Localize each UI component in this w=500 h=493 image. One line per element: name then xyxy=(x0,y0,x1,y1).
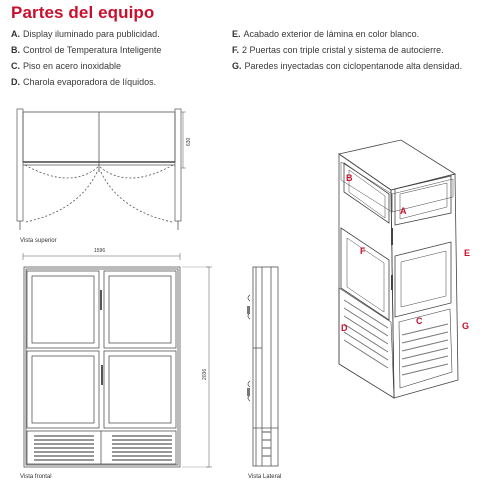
label-a: A xyxy=(400,206,407,216)
part-text: 2 Puertas con triple cristal y sistema de autocierre. xyxy=(242,45,444,55)
part-text: Display iluminado para publicidad. xyxy=(23,29,160,39)
height-dimension-label: 2036 xyxy=(202,368,208,380)
label-g: G xyxy=(462,321,470,331)
part-key: E. xyxy=(232,29,241,39)
part-text: Control de Temperatura Inteligente xyxy=(23,45,162,55)
part-text: Charola evaporadora de líquidos. xyxy=(23,77,157,87)
part-text: Piso en acero inoxidable xyxy=(23,61,122,71)
part-text: Acabado exterior de lámina en color blanco. xyxy=(243,29,420,39)
isometric-view-drawing xyxy=(339,140,458,398)
part-text: Paredes inyectadas con ciclopentanode alta densidad. xyxy=(244,61,463,71)
label-b: B xyxy=(346,173,353,183)
label-c: C xyxy=(416,316,423,326)
part-key: G. xyxy=(232,61,242,71)
caption-side-view: Vista Lateral xyxy=(248,474,282,480)
part-key: F. xyxy=(232,45,240,55)
depth-dimension-label: 630 xyxy=(186,137,192,146)
part-key: B. xyxy=(11,45,20,55)
part-key: D. xyxy=(11,77,20,87)
caption-front-view: Vista frontal xyxy=(20,474,52,480)
label-e: E xyxy=(464,248,471,258)
width-dimension-label: 1596 xyxy=(94,248,106,254)
top-view-drawing xyxy=(17,109,186,230)
label-f: F xyxy=(360,246,366,256)
front-view-drawing xyxy=(23,253,212,467)
label-d: D xyxy=(341,323,348,333)
page-title: Partes del equipo xyxy=(11,3,155,22)
part-key: A. xyxy=(11,29,20,39)
caption-top-view: Vista superior xyxy=(20,238,57,244)
part-key: C. xyxy=(11,61,20,71)
side-view-drawing xyxy=(247,267,278,466)
